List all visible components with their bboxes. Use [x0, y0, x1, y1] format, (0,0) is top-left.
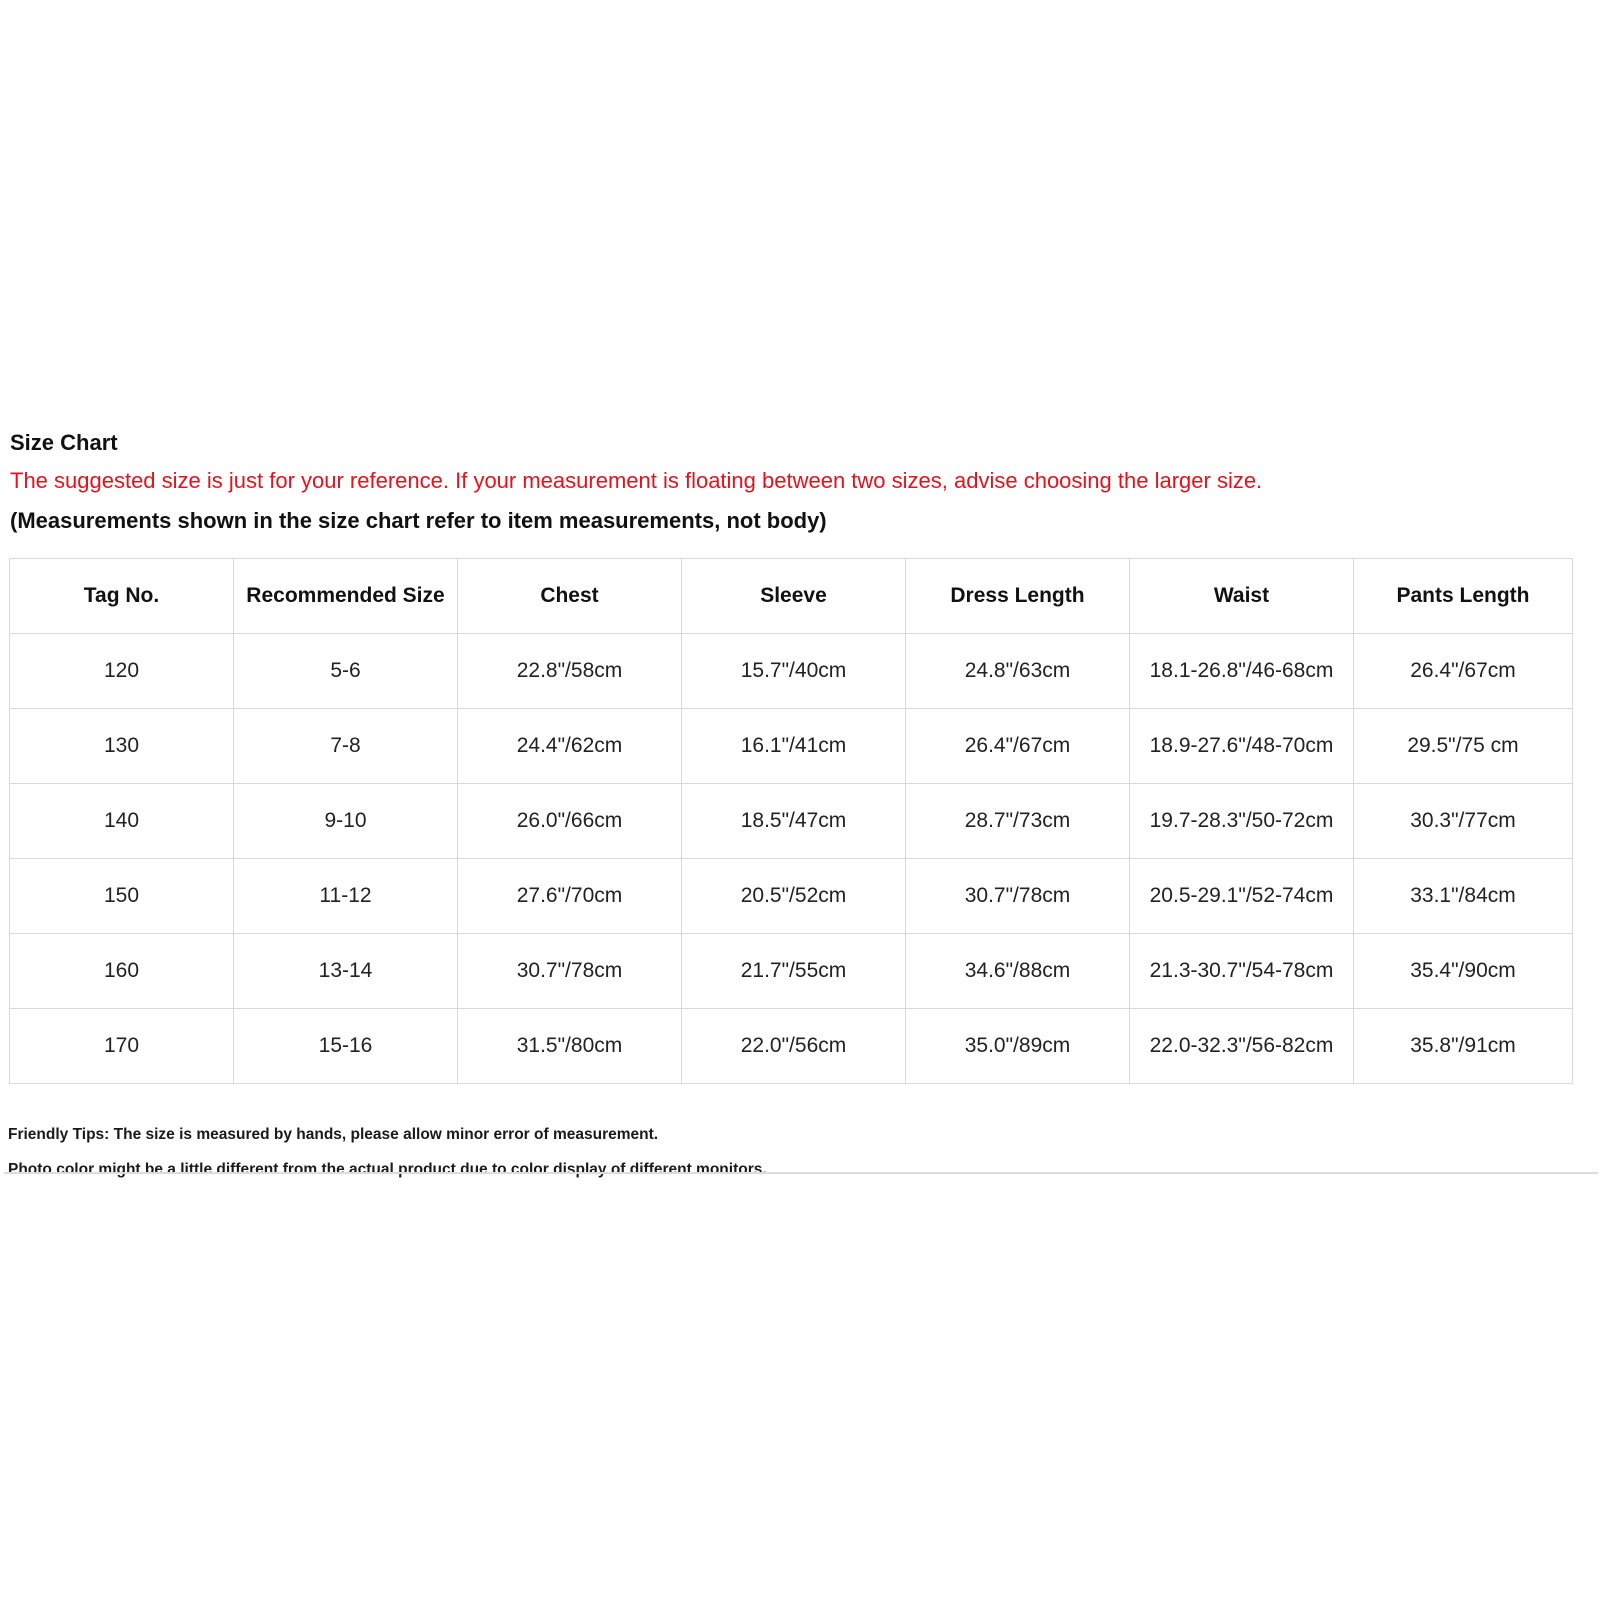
table-row [10, 784, 1573, 859]
cell-sleeve: 21.7"/55cm [682, 934, 906, 1009]
tip-line: Photo color might be a little different from the actual product due to color display of different monitors. [8, 1161, 767, 1178]
cell-dress-length: 24.8"/63cm [906, 634, 1130, 709]
cell-chest: 24.4"/62cm [458, 709, 682, 784]
cell-waist: 21.3-30.7"/54-78cm [1130, 934, 1354, 1009]
cell-pants-length: 35.8"/91cm [1354, 1009, 1573, 1084]
friendly-tips [8, 1117, 767, 1187]
table-row [10, 934, 1573, 1009]
cell-tag-no: 140 [10, 784, 234, 859]
cell-sleeve: 15.7"/40cm [682, 634, 906, 709]
cell-sleeve: 18.5"/47cm [682, 784, 906, 859]
table-header-row [10, 559, 1573, 634]
cell-pants-length: 33.1"/84cm [1354, 859, 1573, 934]
cell-tag-no: 130 [10, 709, 234, 784]
cell-tag-no: 120 [10, 634, 234, 709]
cell-recommended-size: 9-10 [234, 784, 458, 859]
size-notice: The suggested size is just for your reference. If your measurement is floating between two sizes, advise choosing the larger size. [10, 468, 1263, 493]
header-dress-length: Dress Length [906, 559, 1130, 634]
cell-dress-length: 26.4"/67cm [906, 709, 1130, 784]
cell-waist: 18.9-27.6"/48-70cm [1130, 709, 1354, 784]
header-tag-no: Tag No. [10, 559, 234, 634]
header-waist: Waist [1130, 559, 1354, 634]
cell-tag-no: 160 [10, 934, 234, 1009]
header-pants-length: Pants Length [1354, 559, 1573, 634]
cell-sleeve: 20.5"/52cm [682, 859, 906, 934]
cell-waist: 18.1-26.8"/46-68cm [1130, 634, 1354, 709]
cell-recommended-size: 5-6 [234, 634, 458, 709]
cell-chest: 30.7"/78cm [458, 934, 682, 1009]
header-chest: Chest [458, 559, 682, 634]
table-row [10, 1009, 1573, 1084]
cell-pants-length: 35.4"/90cm [1354, 934, 1573, 1009]
cell-tag-no: 150 [10, 859, 234, 934]
cell-recommended-size: 15-16 [234, 1009, 458, 1084]
header-sleeve: Sleeve [682, 559, 906, 634]
cell-recommended-size: 11-12 [234, 859, 458, 934]
tip-line: Friendly Tips: The size is measured by hands, please allow minor error of measurement. [8, 1126, 659, 1143]
cell-chest: 27.6"/70cm [458, 859, 682, 934]
table-row [10, 634, 1573, 709]
cell-sleeve: 22.0"/56cm [682, 1009, 906, 1084]
cell-recommended-size: 13-14 [234, 934, 458, 1009]
page-title: Size Chart [10, 430, 118, 455]
cell-tag-no: 170 [10, 1009, 234, 1084]
size-table [9, 558, 1573, 1084]
cell-pants-length: 26.4"/67cm [1354, 634, 1573, 709]
cell-dress-length: 35.0"/89cm [906, 1009, 1130, 1084]
cell-dress-length: 34.6"/88cm [906, 934, 1130, 1009]
cell-chest: 22.8"/58cm [458, 634, 682, 709]
divider [4, 1172, 1598, 1174]
cell-dress-length: 28.7"/73cm [906, 784, 1130, 859]
cell-chest: 31.5"/80cm [458, 1009, 682, 1084]
header-recommended-size: Recommended Size [234, 559, 458, 634]
table-row [10, 859, 1573, 934]
cell-pants-length: 29.5"/75 cm [1354, 709, 1573, 784]
cell-waist: 19.7-28.3"/50-72cm [1130, 784, 1354, 859]
cell-waist: 22.0-32.3"/56-82cm [1130, 1009, 1354, 1084]
cell-recommended-size: 7-8 [234, 709, 458, 784]
cell-chest: 26.0"/66cm [458, 784, 682, 859]
cell-pants-length: 30.3"/77cm [1354, 784, 1573, 859]
cell-dress-length: 30.7"/78cm [906, 859, 1130, 934]
cell-sleeve: 16.1"/41cm [682, 709, 906, 784]
cell-waist: 20.5-29.1"/52-74cm [1130, 859, 1354, 934]
measurement-note: (Measurements shown in the size chart refer to item measurements, not body) [10, 508, 827, 533]
table-row [10, 709, 1573, 784]
